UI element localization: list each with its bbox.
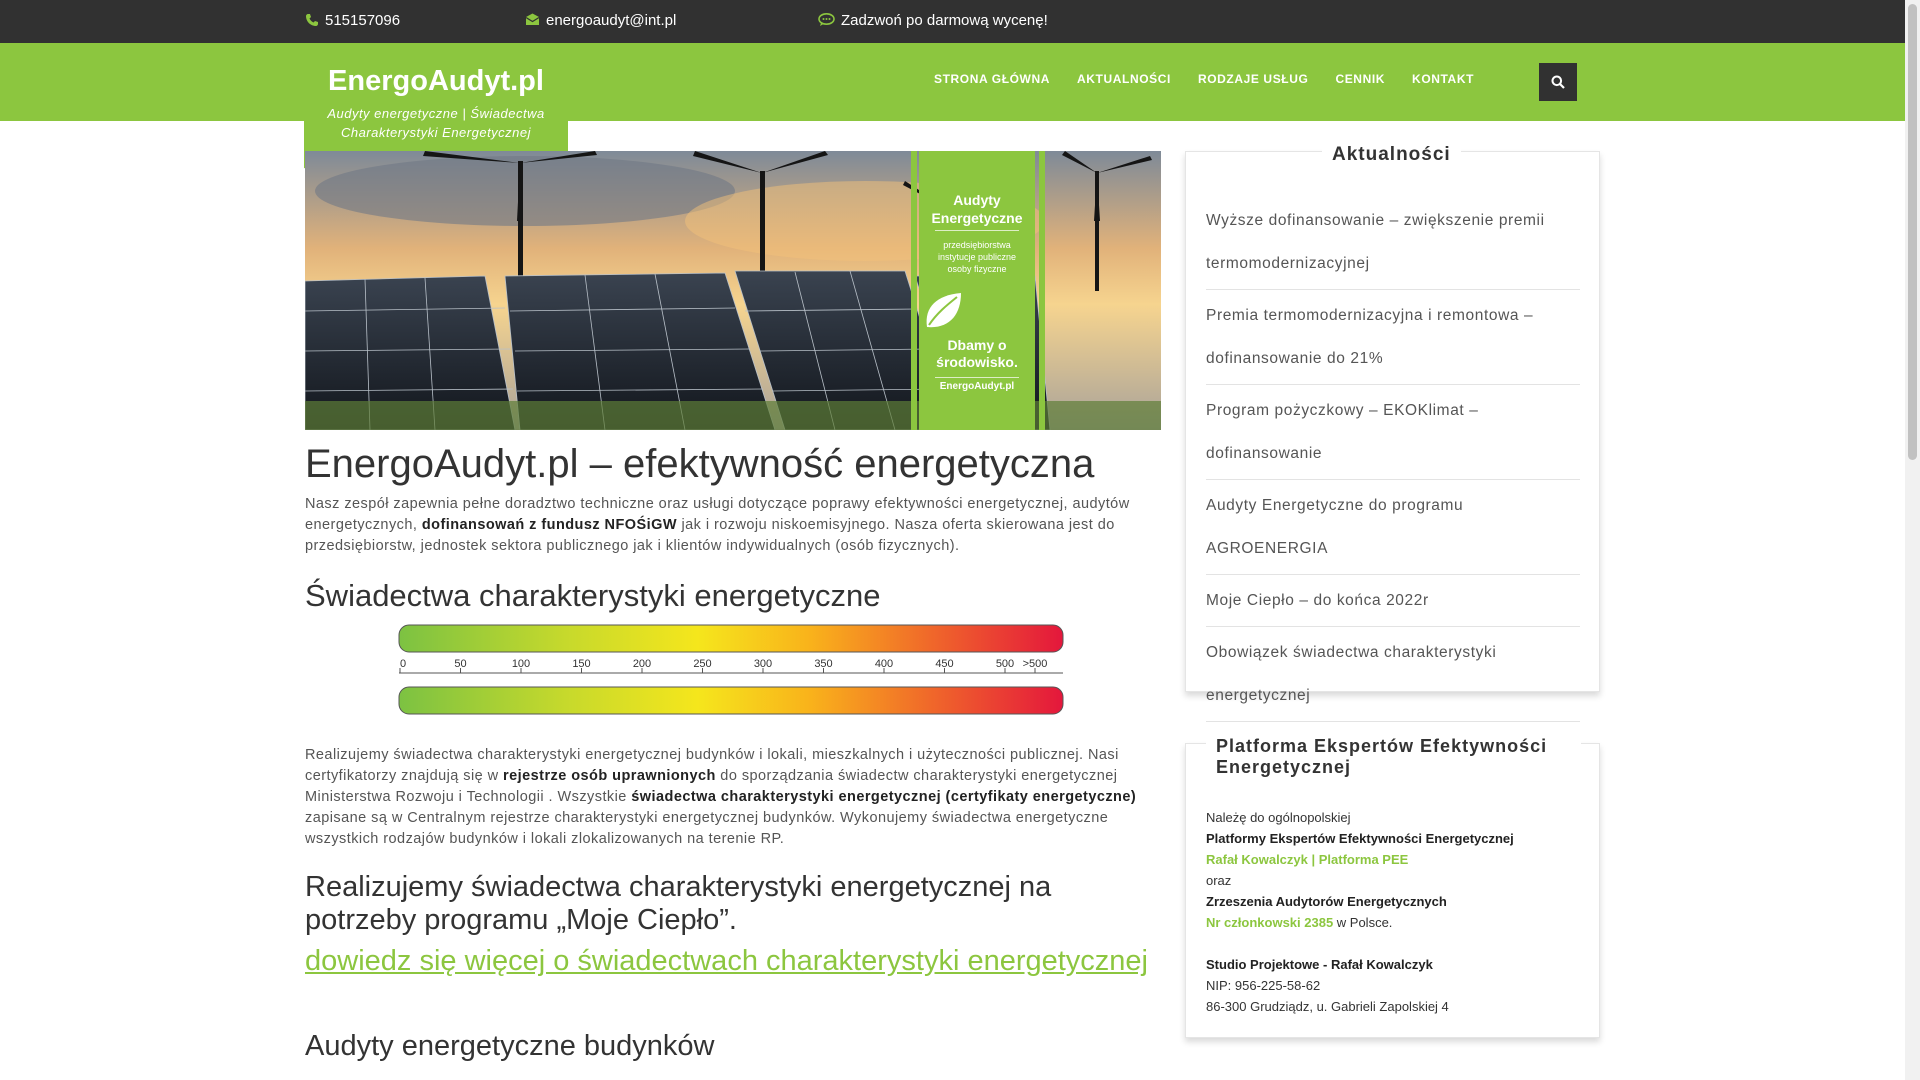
- banner-title1: Audyty: [953, 192, 1001, 208]
- main-menu: [934, 72, 1501, 86]
- free-quote-cta[interactable]: [818, 12, 1048, 29]
- phone-contact[interactable]: [305, 12, 400, 29]
- pee-widget-title: Platforma Ekspertów Efektywności Energetycznej: [1206, 736, 1581, 778]
- phone-number[interactable]: 515157096: [325, 12, 401, 29]
- search-icon: [1551, 75, 1565, 89]
- scale-tick-label: 400: [874, 658, 894, 670]
- news-widget: [1185, 144, 1600, 704]
- news-link[interactable]: Audyty Energetyczne do programu AGROENERGIA: [1206, 497, 1464, 557]
- audits-heading: Audyty energetyczne budynków: [305, 1030, 715, 1062]
- pee-member-link[interactable]: Nr członkowski 2385: [1206, 915, 1334, 930]
- scale-tick-label: 500: [995, 658, 1015, 670]
- pee-widget: [1185, 736, 1600, 1038]
- scale-tick-label: 200: [632, 658, 652, 670]
- intro-paragraph: Nasz zespół zapewnia pełne doradztwo techniczne oraz usługi dotyczące poprawy efektywności energetycznej, audytów energetycznych, dofinansowań z fundusz NFOŚiGW jak i rozwoju niskoemisyjnego. Nasza oferta skierowana jest do przedsiębiorstw, jednostek sektora publicznego jak i klientów indywidualnych (osób fizycznych).: [305, 496, 1130, 554]
- banner-small1: przedsiębiorstwa: [943, 240, 1011, 250]
- scale-tick-label: 100: [511, 658, 531, 670]
- page-title: EnergoAudyt.pl – efektywność energetyczna: [305, 442, 1095, 486]
- nav-home[interactable]: STRONA GŁÓWNA: [934, 72, 1051, 86]
- news-list: [1206, 195, 1580, 722]
- chat-icon: [818, 13, 835, 29]
- nav-services[interactable]: RODZAJE USŁUG: [1197, 72, 1309, 86]
- scale-tick-label: 450: [935, 658, 954, 670]
- scrollbar-thumb[interactable]: [1908, 4, 1917, 460]
- nav-pricing[interactable]: CENNIK: [1335, 72, 1386, 86]
- certificates-paragraph: Realizujemy świadectwa charakterystyki energetycznej budynków i lokali, mieszkalnych i użyteczności publicznej. Nasi certyfikatorzy znajdują się w rejestrze osób uprawnionych do sporządzania świadectw charakterystyki energetycznej Ministerstwa Rozwoju i Technologii . Wszystkie świadectwa charakterystyki energetycznej (certyfikaty energetyczne) zapisane są w Centralnym rejestrze charakterystyki energetycznej budynków. Wykonujemy świadectwa energetyczne wszystkich rodzajów budynków i lokali zlokalizowanych na terenie RP.: [305, 747, 1137, 847]
- news-link[interactable]: Premia termomodernizacyjna i remontowa – dofinansowanie do 21%: [1206, 307, 1534, 367]
- news-item[interactable]: [1206, 480, 1580, 575]
- banner-slogan1: Dbamy o: [947, 337, 1007, 353]
- logo-tagline: Audyty energetyczne | Świadectwa Charakterystyki Energetycznej: [327, 106, 545, 140]
- learn-more-link[interactable]: dowiedz się więcej o świadectwach charakterystyki energetycznej: [305, 945, 1148, 977]
- moje-cieplo-heading: Realizujemy świadectwa charakterystyki energetycznej na potrzeby programu „Moje Ciepło”.: [305, 871, 1052, 936]
- nfosigw-bold: dofinansowań z fundusz NFOŚiGW: [421, 517, 677, 533]
- search-button[interactable]: [1539, 63, 1577, 101]
- envelope-icon: [525, 13, 540, 28]
- news-widget-title: Aktualności: [1322, 144, 1461, 166]
- banner-title2: Energetyczne: [931, 210, 1023, 226]
- scale-tick-label: 300: [753, 658, 773, 670]
- page-scrollbar[interactable]: [1905, 0, 1920, 1080]
- pee-line: Należę do ogólnopolskiej: [1206, 810, 1351, 825]
- pee-studio-name: Studio Projektowe - Rafał Kowalczyk: [1206, 957, 1433, 972]
- scale-tick-label: 250: [693, 658, 712, 670]
- pee-profile-link[interactable]: Rafał Kowalczyk | Platforma PEE: [1206, 852, 1409, 867]
- nav-bar: [0, 43, 1905, 121]
- news-link[interactable]: Moje Ciepło – do końca 2022r: [1206, 592, 1429, 609]
- logo-name[interactable]: EnergoAudyt.pl: [328, 65, 544, 97]
- free-quote-text[interactable]: Zadzwoń po darmową wycenę!: [841, 12, 1048, 29]
- scale-tick-label: >500: [1022, 658, 1048, 670]
- certificates-bold: świadectwa charakterystyki energetycznej (certyfikaty energetyczne): [631, 789, 1137, 805]
- pee-line: oraz: [1206, 873, 1232, 888]
- site-logo[interactable]: [304, 43, 568, 168]
- scale-tick-label: 350: [814, 658, 833, 670]
- nav-contact[interactable]: KONTAKT: [1412, 72, 1475, 86]
- scale-tick-label: 150: [572, 658, 591, 670]
- news-item[interactable]: [1206, 385, 1580, 480]
- pee-platform-name: Platformy Ekspertów Efektywności Energetycznej: [1206, 831, 1514, 846]
- news-item[interactable]: [1206, 290, 1580, 385]
- phone-icon: [305, 13, 319, 29]
- main-content: [305, 436, 1161, 1063]
- banner-label: [919, 151, 1035, 430]
- energy-scale: [305, 617, 1161, 745]
- news-item[interactable]: [1206, 627, 1580, 722]
- pee-address: 86-300 Grudziądz, u. Gabrieli Zapolskiej 4: [1206, 999, 1449, 1014]
- banner-small3: osoby fizyczne: [947, 264, 1007, 274]
- pee-content: Należę do ogólnopolskiej Platformy Ekspertów Efektywności Energetycznej Rafał Kowalczyk | Platforma PEE oraz Zrzeszenia Audytorów Energetycznych Nr członkowski 2385 w Polsce. Studio Projektowe - Rafał Kowalczyk NIP: 956-225-58-62 86-300 Grudziądz, u. Gabrieli Zapolskiej 4: [1206, 807, 1514, 1017]
- news-link[interactable]: Program pożyczkowy – EKOKlimat – dofinansowanie: [1206, 402, 1479, 462]
- email-contact[interactable]: [525, 12, 676, 29]
- hero-banner: [305, 151, 1161, 430]
- certificates-heading: Świadectwa charakterystyki energetyczne: [305, 578, 881, 613]
- registry-bold: rejestrze osób uprawnionych: [503, 768, 716, 784]
- leaf-icon: [919, 287, 1035, 333]
- news-link[interactable]: Obowiązek świadectwa charakterystyki energetycznej: [1206, 644, 1497, 704]
- scale-tick-label: 0: [400, 658, 407, 670]
- news-item[interactable]: [1206, 575, 1580, 627]
- banner-brand: EnergoAudyt.pl: [939, 381, 1015, 392]
- pee-association-name: Zrzeszenia Audytorów Energetycznych: [1206, 894, 1447, 909]
- nav-news[interactable]: AKTUALNOŚCI: [1077, 72, 1171, 86]
- news-link[interactable]: Wyższe dofinansowanie – zwiększenie premii termomodernizacyjnej: [1206, 212, 1545, 272]
- email-address[interactable]: energoaudyt@int.pl: [546, 12, 677, 29]
- scale-tick-label: 50: [454, 658, 467, 670]
- news-item[interactable]: [1206, 195, 1580, 290]
- top-bar: [0, 0, 1905, 43]
- banner-small2: instytucje publiczne: [937, 252, 1017, 262]
- pee-nip: NIP: 956-225-58-62: [1206, 978, 1321, 993]
- banner-slogan2: środowisko.: [936, 354, 1018, 370]
